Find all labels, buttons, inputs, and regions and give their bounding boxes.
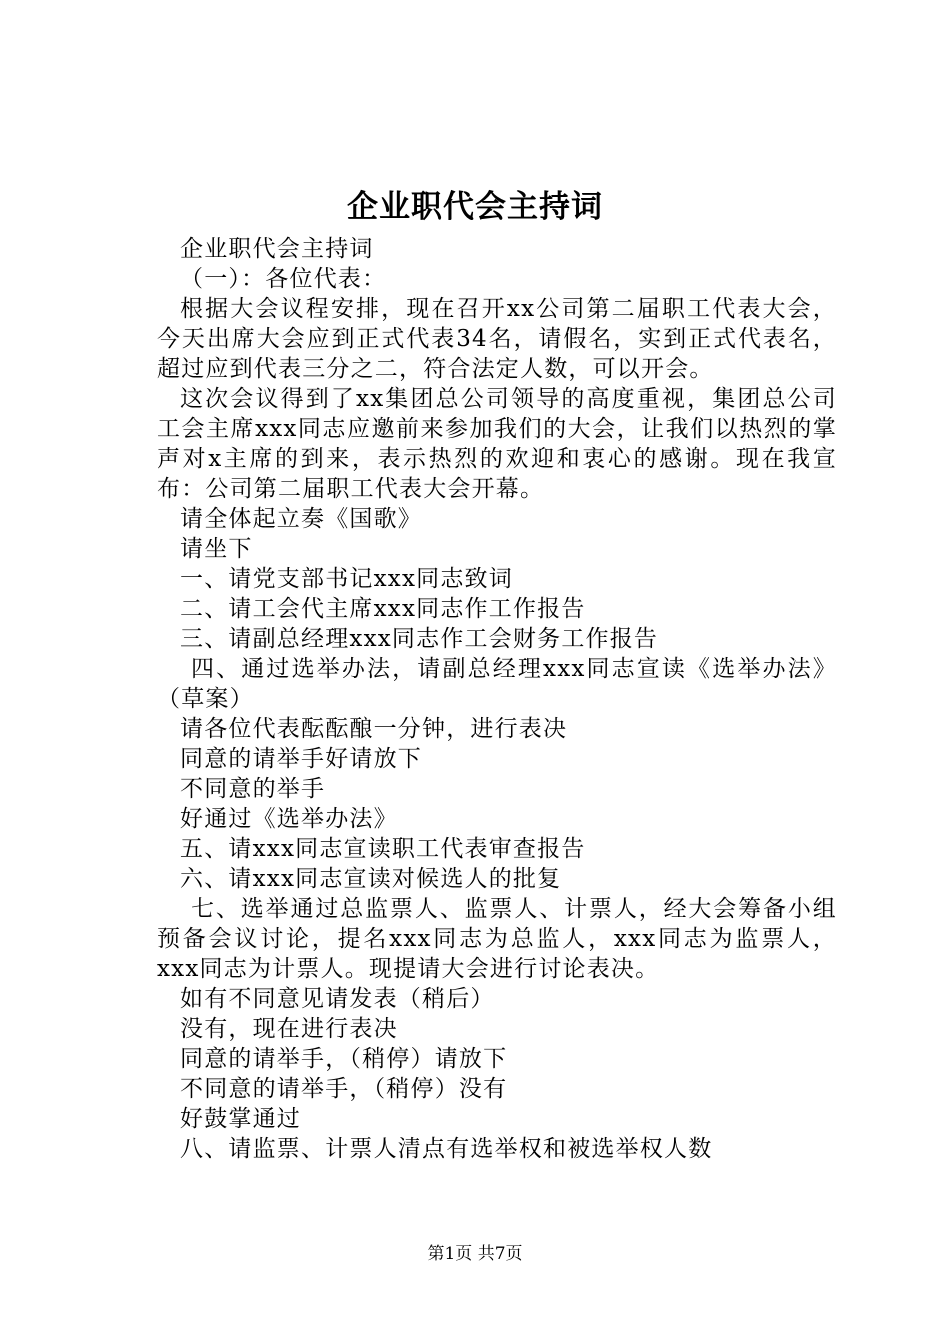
paragraph-9: 三、请副总经理xxx同志作工会财务工作报告 bbox=[180, 626, 659, 652]
paragraph-13: 不同意的举手 bbox=[180, 776, 326, 802]
paragraph-18: 如有不同意见请发表（稍后） bbox=[180, 986, 495, 1012]
paragraph-10: 四、通过选举办法，请副总经理xxx同志宣读《选举办法》（草案） bbox=[157, 656, 837, 712]
paragraph-14: 好通过《选举办法》 bbox=[180, 806, 398, 832]
paragraph-5: 请全体起立奏《国歌》 bbox=[180, 506, 422, 532]
paragraph-4: 这次会议得到了xx集团总公司领导的高度重视，集团总公司工会主席xxx同志应邀前来参加我们的大会，让我们以热烈的掌声对x主席的到来，表示热烈的欢迎和衷心的感谢。现在我宣布：公司第二届职工代表大会开幕。 bbox=[157, 386, 837, 502]
paragraph-17: 七、选举通过总监票人、监票人、计票人，经大会筹备小组预备会议讨论，提名xxx同志为总监人，xxx同志为监票人，xxx同志为计票人。现提请大会进行讨论表决。 bbox=[157, 896, 837, 982]
paragraph-1: 企业职代会主持词 bbox=[180, 236, 374, 262]
document-title: 企业职代会主持词 bbox=[347, 189, 603, 225]
paragraph-22: 好鼓掌通过 bbox=[180, 1106, 301, 1132]
paragraph-8: 二、请工会代主席xxx同志作工作报告 bbox=[180, 596, 586, 622]
paragraph-12: 同意的请举手好请放下 bbox=[180, 746, 422, 772]
document-body bbox=[157, 234, 837, 1164]
page-number-footer: 第1页 共7页 bbox=[427, 1244, 523, 1264]
paragraph-6: 请坐下 bbox=[180, 536, 253, 562]
paragraph-7: 一、请党支部书记xxx同志致词 bbox=[180, 566, 513, 592]
paragraph-11: 请各位代表酝酝酿一分钟，进行表决 bbox=[180, 716, 568, 742]
paragraph-19: 没有，现在进行表决 bbox=[180, 1016, 398, 1042]
paragraph-20: 同意的请举手，（稍停）请放下 bbox=[180, 1046, 508, 1072]
paragraph-15: 五、请xxx同志宣读职工代表审查报告 bbox=[180, 836, 586, 862]
paragraph-3: 根据大会议程安排，现在召开xx公司第二届职工代表大会，今天出席大会应到正式代表34名，请假名，实到正式代表名，超过应到代表三分之二，符合法定人数，可以开会。 bbox=[157, 296, 837, 382]
paragraph-21: 不同意的请举手，（稍停）没有 bbox=[180, 1076, 508, 1102]
paragraph-23: 八、请监票、计票人清点有选举权和被选举权人数 bbox=[180, 1136, 713, 1162]
paragraph-2: （一）：各位代表： bbox=[180, 266, 387, 292]
paragraph-16: 六、请xxx同志宣读对候选人的批复 bbox=[180, 866, 562, 892]
